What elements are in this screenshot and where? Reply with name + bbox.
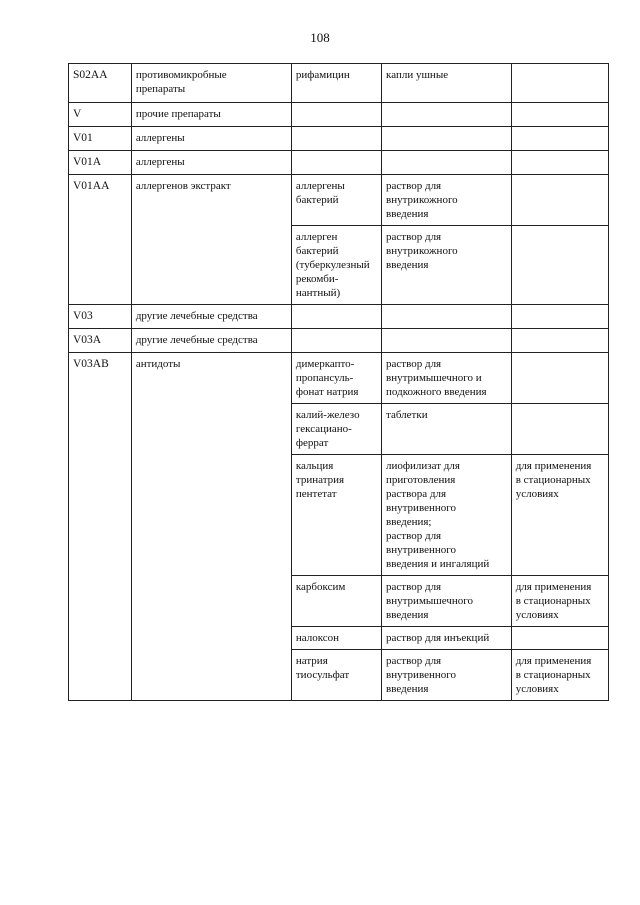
dosage-form-cell: таблетки [382,404,512,455]
note-cell [511,627,608,650]
drug-name-cell [291,329,381,353]
dosage-form-cell: раствор для внутрикожного введения [382,226,512,305]
drug-name-cell: аллерген бактерий (туберкулезный рекомби- нантный) [291,226,381,305]
table-row [69,103,609,127]
drug-name-cell: налоксон [291,627,381,650]
note-cell [511,151,608,175]
drug-name-cell [291,127,381,151]
table-row [69,64,609,103]
table-row [69,127,609,151]
note-cell [511,226,608,305]
group-name-cell: противомикробные препараты [131,64,291,103]
dosage-form-cell [382,329,512,353]
atc-code-cell: V [69,103,132,127]
note-cell [511,64,608,103]
drug-classification-table [68,63,609,701]
note-cell [511,353,608,404]
note-cell [511,329,608,353]
dosage-form-cell [382,151,512,175]
group-name-cell: другие лечебные средства [131,305,291,329]
drug-name-cell [291,305,381,329]
dosage-form-cell: раствор для внутривенного введения [382,650,512,701]
drug-name-cell: аллергены бактерий [291,175,381,226]
drug-name-cell: карбоксим [291,576,381,627]
dosage-form-cell: раствор для внутримышечного введения [382,576,512,627]
atc-code-cell: V01A [69,151,132,175]
table-row [69,175,609,226]
group-name-cell: антидоты [131,353,291,701]
page-number: 108 [310,30,330,45]
table-row [69,353,609,404]
table-row [69,329,609,353]
drug-name-cell: рифамицин [291,64,381,103]
group-name-cell: аллергенов экстракт [131,175,291,305]
dosage-form-cell: раствор для внутримышечного и подкожного введения [382,353,512,404]
note-cell: для применения в стационарных условиях [511,576,608,627]
note-cell [511,305,608,329]
group-name-cell: аллергены [131,151,291,175]
drug-name-cell: кальция тринатрия пентетат [291,455,381,576]
drug-name-cell: натрия тиосульфат [291,650,381,701]
drug-name-cell: димеркапто- пропансуль- фонат натрия [291,353,381,404]
dosage-form-cell: лиофилизат для приготовления раствора для внутривенного введения; раствор для внутривенного введения и ингаляций [382,455,512,576]
dosage-form-cell: раствор для инъекций [382,627,512,650]
note-cell [511,404,608,455]
atc-code-cell: S02AA [69,64,132,103]
drug-name-cell [291,103,381,127]
atc-code-cell: V01AA [69,175,132,305]
group-name-cell: аллергены [131,127,291,151]
note-cell: для применения в стационарных условиях [511,455,608,576]
atc-code-cell: V03AB [69,353,132,701]
note-cell [511,175,608,226]
dosage-form-cell: раствор для внутрикожного введения [382,175,512,226]
drug-name-cell [291,151,381,175]
dosage-form-cell: капли ушные [382,64,512,103]
dosage-form-cell [382,127,512,151]
note-cell [511,103,608,127]
dosage-form-cell [382,103,512,127]
note-cell [511,127,608,151]
drug-name-cell: калий-железо гексациано- феррат [291,404,381,455]
group-name-cell: другие лечебные средства [131,329,291,353]
table-row [69,151,609,175]
atc-code-cell: V03A [69,329,132,353]
group-name-cell: прочие препараты [131,103,291,127]
table-row [69,305,609,329]
atc-code-cell: V03 [69,305,132,329]
note-cell: для применения в стационарных условиях [511,650,608,701]
dosage-form-cell [382,305,512,329]
atc-code-cell: V01 [69,127,132,151]
